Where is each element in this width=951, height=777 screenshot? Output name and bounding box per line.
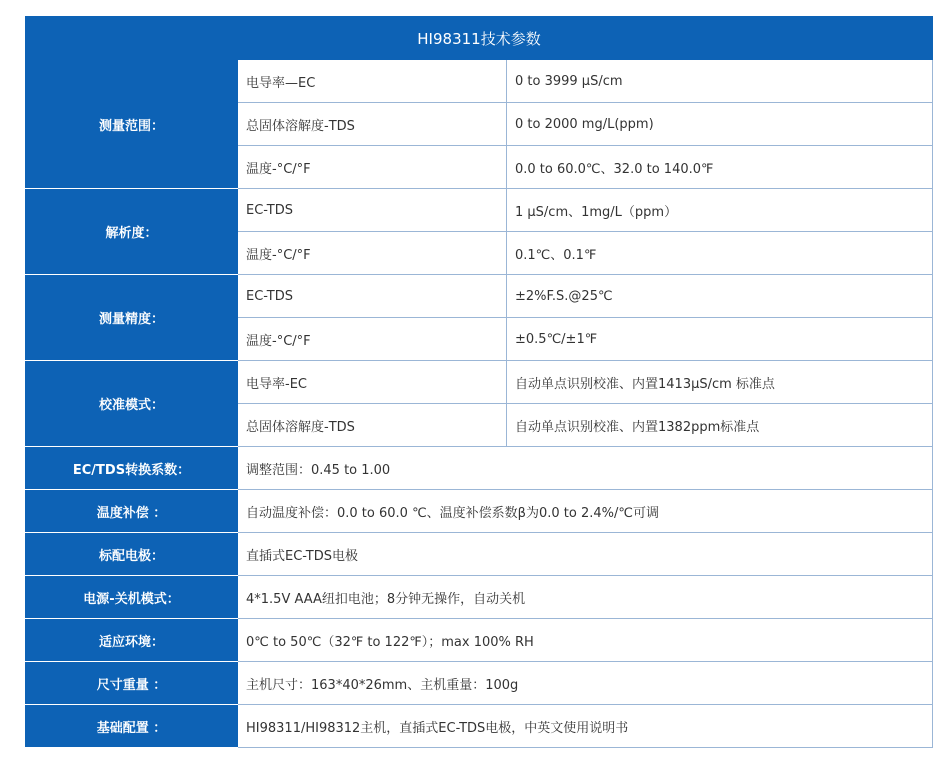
param-value: ±0.5℃/±1℉ — [507, 318, 933, 361]
row-label: 适应环境： — [26, 619, 238, 662]
row-label: 解析度： — [26, 189, 238, 275]
param-name: EC-TDS — [238, 275, 507, 318]
param-value: 自动单点识别校准、内置1413μS/cm 标准点 — [507, 361, 933, 404]
param-value: 自动温度补偿：0.0 to 60.0 ℃、温度补偿系数β为0.0 to 2.4%/℃可调 — [238, 490, 933, 533]
table-row — [26, 490, 933, 533]
param-value: 0 to 2000 mg/L(ppm) — [507, 103, 933, 146]
row-label: 温度补偿 ： — [26, 490, 238, 533]
table-row — [26, 275, 933, 318]
param-value: 自动单点识别校准、内置1382ppm标准点 — [507, 404, 933, 447]
param-value: 0.1℃、0.1℉ — [507, 232, 933, 275]
row-label: 测量范围： — [26, 60, 238, 189]
row-label: 标配电极： — [26, 533, 238, 576]
param-value: 1 μS/cm、1mg/L（ppm） — [507, 189, 933, 232]
table-row — [26, 576, 933, 619]
table-row — [26, 60, 933, 103]
table-row — [26, 619, 933, 662]
param-name: 温度-°C/°F — [238, 146, 507, 189]
table-title: HI98311技术参数 — [26, 17, 933, 60]
table-header-row — [26, 17, 933, 60]
table-row — [26, 361, 933, 404]
param-value: 调整范围：0.45 to 1.00 — [238, 447, 933, 490]
param-value: 0 to 3999 μS/cm — [507, 60, 933, 103]
param-name: 温度-°C/°F — [238, 318, 507, 361]
param-value: 直插式EC-TDS电极 — [238, 533, 933, 576]
param-value: 4*1.5V AAA纽扣电池；8分钟无操作，自动关机 — [238, 576, 933, 619]
param-name: 温度-°C/°F — [238, 232, 507, 275]
param-name: 电导率—EC — [238, 60, 507, 103]
table-row — [26, 662, 933, 705]
row-label: 校准模式： — [26, 361, 238, 447]
row-label: EC/TDS转换系数： — [26, 447, 238, 490]
param-value: 0.0 to 60.0℃、32.0 to 140.0℉ — [507, 146, 933, 189]
table-row — [26, 447, 933, 490]
param-name: 电导率-EC — [238, 361, 507, 404]
table-row — [26, 705, 933, 748]
row-label: 尺寸重量 ： — [26, 662, 238, 705]
param-value: 0℃ to 50℃（32℉ to 122℉）；max 100% RH — [238, 619, 933, 662]
param-value: 主机尺寸：163*40*26mm、主机重量：100g — [238, 662, 933, 705]
param-name: EC-TDS — [238, 189, 507, 232]
param-name: 总固体溶解度-TDS — [238, 103, 507, 146]
param-name: 总固体溶解度-TDS — [238, 404, 507, 447]
row-label: 基础配置 ： — [26, 705, 238, 748]
spec-table-container — [25, 16, 932, 748]
param-value: HI98311/HI98312主机，直插式EC-TDS电极，中英文使用说明书 — [238, 705, 933, 748]
row-label: 电源-关机模式： — [26, 576, 238, 619]
spec-table — [25, 16, 933, 748]
param-value: ±2%F.S.@25℃ — [507, 275, 933, 318]
table-row — [26, 189, 933, 232]
row-label: 测量精度： — [26, 275, 238, 361]
table-row — [26, 533, 933, 576]
